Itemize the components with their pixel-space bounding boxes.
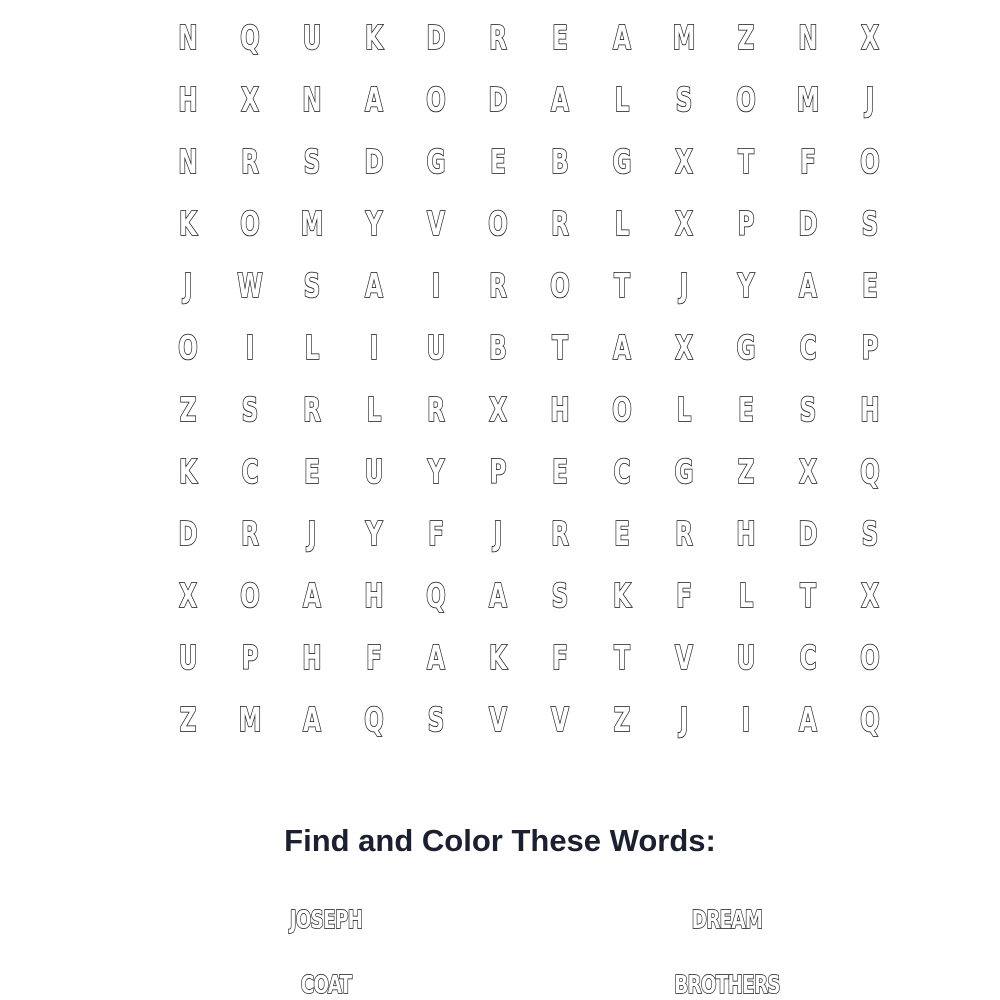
grid-letter[interactable]: A (613, 17, 631, 57)
grid-letter[interactable]: O (860, 637, 880, 677)
grid-letter[interactable]: F (428, 513, 444, 553)
grid-letter[interactable]: D (178, 513, 198, 553)
grid-letter[interactable]: E (738, 389, 754, 429)
grid-letter[interactable]: X (675, 141, 693, 181)
grid-letter[interactable]: Q (426, 575, 446, 615)
grid-letter[interactable]: T (738, 141, 754, 181)
grid-letter[interactable]: U (426, 327, 446, 367)
grid-letter[interactable]: E (490, 141, 506, 181)
grid-letter[interactable]: N (178, 17, 198, 57)
grid-letter[interactable]: D (798, 513, 818, 553)
grid-letter[interactable]: E (552, 17, 568, 57)
grid-letter[interactable]: G (426, 141, 446, 181)
grid-letter[interactable]: A (365, 79, 383, 119)
grid-letter[interactable]: O (240, 203, 260, 243)
grid-letter[interactable]: I (369, 327, 379, 367)
grid-letter[interactable]: S (551, 575, 569, 615)
grid-letter[interactable]: T (552, 327, 568, 367)
word-list-item: DREAM (691, 905, 763, 934)
grid-letter[interactable]: K (179, 203, 197, 243)
grid-letter[interactable]: R (303, 389, 321, 429)
grid-letter[interactable]: V (427, 203, 445, 243)
grid-letter[interactable]: W (237, 265, 263, 305)
grid-letter[interactable]: S (861, 203, 879, 243)
grid-letter[interactable]: Z (179, 699, 197, 739)
grid-letter[interactable]: A (303, 699, 321, 739)
grid-letter[interactable]: A (799, 265, 817, 305)
grid-letter[interactable]: E (614, 513, 630, 553)
grid-letter[interactable]: A (489, 575, 507, 615)
grid-letter[interactable]: Z (737, 451, 755, 491)
grid-letter[interactable]: M (238, 699, 262, 739)
grid-letter[interactable]: N (302, 79, 322, 119)
grid-letter[interactable]: R (489, 265, 507, 305)
grid-letter[interactable]: E (304, 451, 320, 491)
grid-letter[interactable]: A (799, 699, 817, 739)
grid-letter[interactable]: K (613, 575, 631, 615)
grid-letter[interactable]: Z (613, 699, 631, 739)
grid-letter[interactable]: S (861, 513, 879, 553)
word-list-item: JOSEPH (289, 905, 363, 934)
grid-letter[interactable]: R (675, 513, 693, 553)
grid-letter[interactable]: Y (427, 451, 445, 491)
grid-letter[interactable]: V (551, 699, 569, 739)
grid-letter[interactable]: D (798, 203, 818, 243)
grid-letter[interactable]: Q (240, 17, 260, 57)
grid-letter[interactable]: L (738, 575, 754, 615)
grid-letter[interactable]: X (675, 327, 693, 367)
grid-letter[interactable]: M (796, 79, 820, 119)
grid-letter[interactable]: Q (860, 699, 880, 739)
grid-letter[interactable]: C (799, 327, 817, 367)
grid-letter[interactable]: B (551, 141, 569, 181)
grid-letter[interactable]: H (550, 389, 570, 429)
grid-letter[interactable]: R (551, 513, 569, 553)
grid-letter[interactable]: Y (737, 265, 755, 305)
grid-letter[interactable]: N (798, 17, 818, 57)
grid-letter[interactable]: L (676, 389, 692, 429)
grid-letter[interactable]: A (365, 265, 383, 305)
grid-letter[interactable]: O (426, 79, 446, 119)
grid-letter[interactable]: U (736, 637, 756, 677)
grid-letter[interactable]: Z (179, 389, 197, 429)
grid-letter[interactable]: X (799, 451, 817, 491)
grid-letter[interactable]: P (737, 203, 755, 243)
grid-letter[interactable]: J (493, 513, 503, 553)
grid-letter[interactable]: R (551, 203, 569, 243)
grid-letter[interactable]: L (366, 389, 382, 429)
grid-letter[interactable]: L (614, 203, 630, 243)
grid-letter[interactable]: P (861, 327, 879, 367)
grid-letter[interactable]: O (550, 265, 570, 305)
grid-letter[interactable]: H (860, 389, 880, 429)
grid-letter[interactable]: X (861, 575, 879, 615)
grid-letter[interactable]: U (302, 17, 322, 57)
grid-letter[interactable]: J (865, 79, 875, 119)
grid-letter[interactable]: E (552, 451, 568, 491)
grid-letter[interactable]: A (427, 637, 445, 677)
grid-letter[interactable]: H (364, 575, 384, 615)
grid-letter[interactable]: X (675, 203, 693, 243)
grid-letter[interactable]: D (488, 79, 508, 119)
grid-letter[interactable]: C (799, 637, 817, 677)
grid-letter[interactable]: P (241, 637, 259, 677)
grid-letter[interactable]: I (431, 265, 441, 305)
grid-letter[interactable]: O (736, 79, 756, 119)
grid-letter[interactable]: J (679, 265, 689, 305)
grid-letter[interactable]: N (178, 141, 198, 181)
grid-letter[interactable]: R (427, 389, 445, 429)
grid-letter[interactable]: O (860, 141, 880, 181)
grid-letter[interactable]: S (799, 389, 817, 429)
grid-letter[interactable]: R (241, 513, 259, 553)
grid-letter[interactable]: G (612, 141, 632, 181)
grid-letter[interactable]: Q (860, 451, 880, 491)
grid-letter[interactable]: F (800, 141, 816, 181)
grid-letter[interactable]: I (245, 327, 255, 367)
grid-letter[interactable]: Y (365, 513, 383, 553)
grid-letter[interactable]: Q (364, 699, 384, 739)
grid-letter[interactable]: R (241, 141, 259, 181)
grid-letter[interactable]: D (426, 17, 446, 57)
grid-letter[interactable]: U (178, 637, 198, 677)
grid-letter[interactable]: C (613, 451, 631, 491)
grid-letter[interactable]: K (179, 451, 197, 491)
grid-letter[interactable]: S (303, 265, 321, 305)
word-list-heading: Find and Color These Words: (284, 823, 716, 858)
grid-letter[interactable]: O (612, 389, 632, 429)
grid-letter[interactable]: T (800, 575, 816, 615)
grid-letter[interactable]: I (741, 699, 751, 739)
grid-letter[interactable]: X (861, 17, 879, 57)
grid-letter[interactable]: M (300, 203, 324, 243)
grid-letter[interactable]: S (427, 699, 445, 739)
grid-letter[interactable]: T (614, 637, 630, 677)
grid-letter[interactable]: K (365, 17, 383, 57)
grid-letter[interactable]: A (303, 575, 321, 615)
grid-letter[interactable]: H (736, 513, 756, 553)
word-search-grid (157, 6, 901, 750)
grid-letter[interactable]: X (241, 79, 259, 119)
grid-letter[interactable]: S (303, 141, 321, 181)
grid-letter[interactable]: R (489, 17, 507, 57)
word-list-item: BROTHERS (674, 970, 780, 999)
grid-letter[interactable]: L (614, 79, 630, 119)
grid-letter[interactable]: P (489, 451, 507, 491)
grid-letter[interactable]: D (364, 141, 384, 181)
grid-letter[interactable]: E (862, 265, 878, 305)
word-list-item: COAT (300, 970, 352, 999)
grid-letter[interactable]: F (366, 637, 382, 677)
grid-letter[interactable]: X (489, 389, 507, 429)
grid-letter[interactable]: Y (365, 203, 383, 243)
grid-letter[interactable]: A (613, 327, 631, 367)
grid-letter[interactable]: L (304, 327, 320, 367)
grid-letter[interactable]: A (551, 79, 569, 119)
grid-letter[interactable]: V (489, 699, 507, 739)
grid-letter[interactable]: O (488, 203, 508, 243)
grid-letter[interactable]: G (674, 451, 694, 491)
grid-letter[interactable]: F (552, 637, 568, 677)
grid-letter[interactable]: Z (737, 17, 755, 57)
grid-letter[interactable]: O (178, 327, 198, 367)
grid-letter[interactable]: G (736, 327, 756, 367)
grid-letter[interactable]: H (302, 637, 322, 677)
grid-letter[interactable]: H (178, 79, 198, 119)
grid-letter[interactable]: S (675, 79, 693, 119)
grid-letter[interactable]: X (179, 575, 197, 615)
grid-letter[interactable]: S (241, 389, 259, 429)
grid-letter[interactable]: B (489, 327, 507, 367)
grid-letter[interactable]: K (489, 637, 507, 677)
grid-letter[interactable]: J (679, 699, 689, 739)
grid-letter[interactable]: C (241, 451, 259, 491)
grid-letter[interactable]: T (614, 265, 630, 305)
grid-letter[interactable]: U (364, 451, 384, 491)
grid-letter[interactable]: J (307, 513, 317, 553)
grid-letter[interactable]: F (676, 575, 692, 615)
grid-letter[interactable]: J (183, 265, 193, 305)
grid-letter[interactable]: M (672, 17, 696, 57)
grid-letter[interactable]: V (675, 637, 693, 677)
grid-letter[interactable]: O (240, 575, 260, 615)
